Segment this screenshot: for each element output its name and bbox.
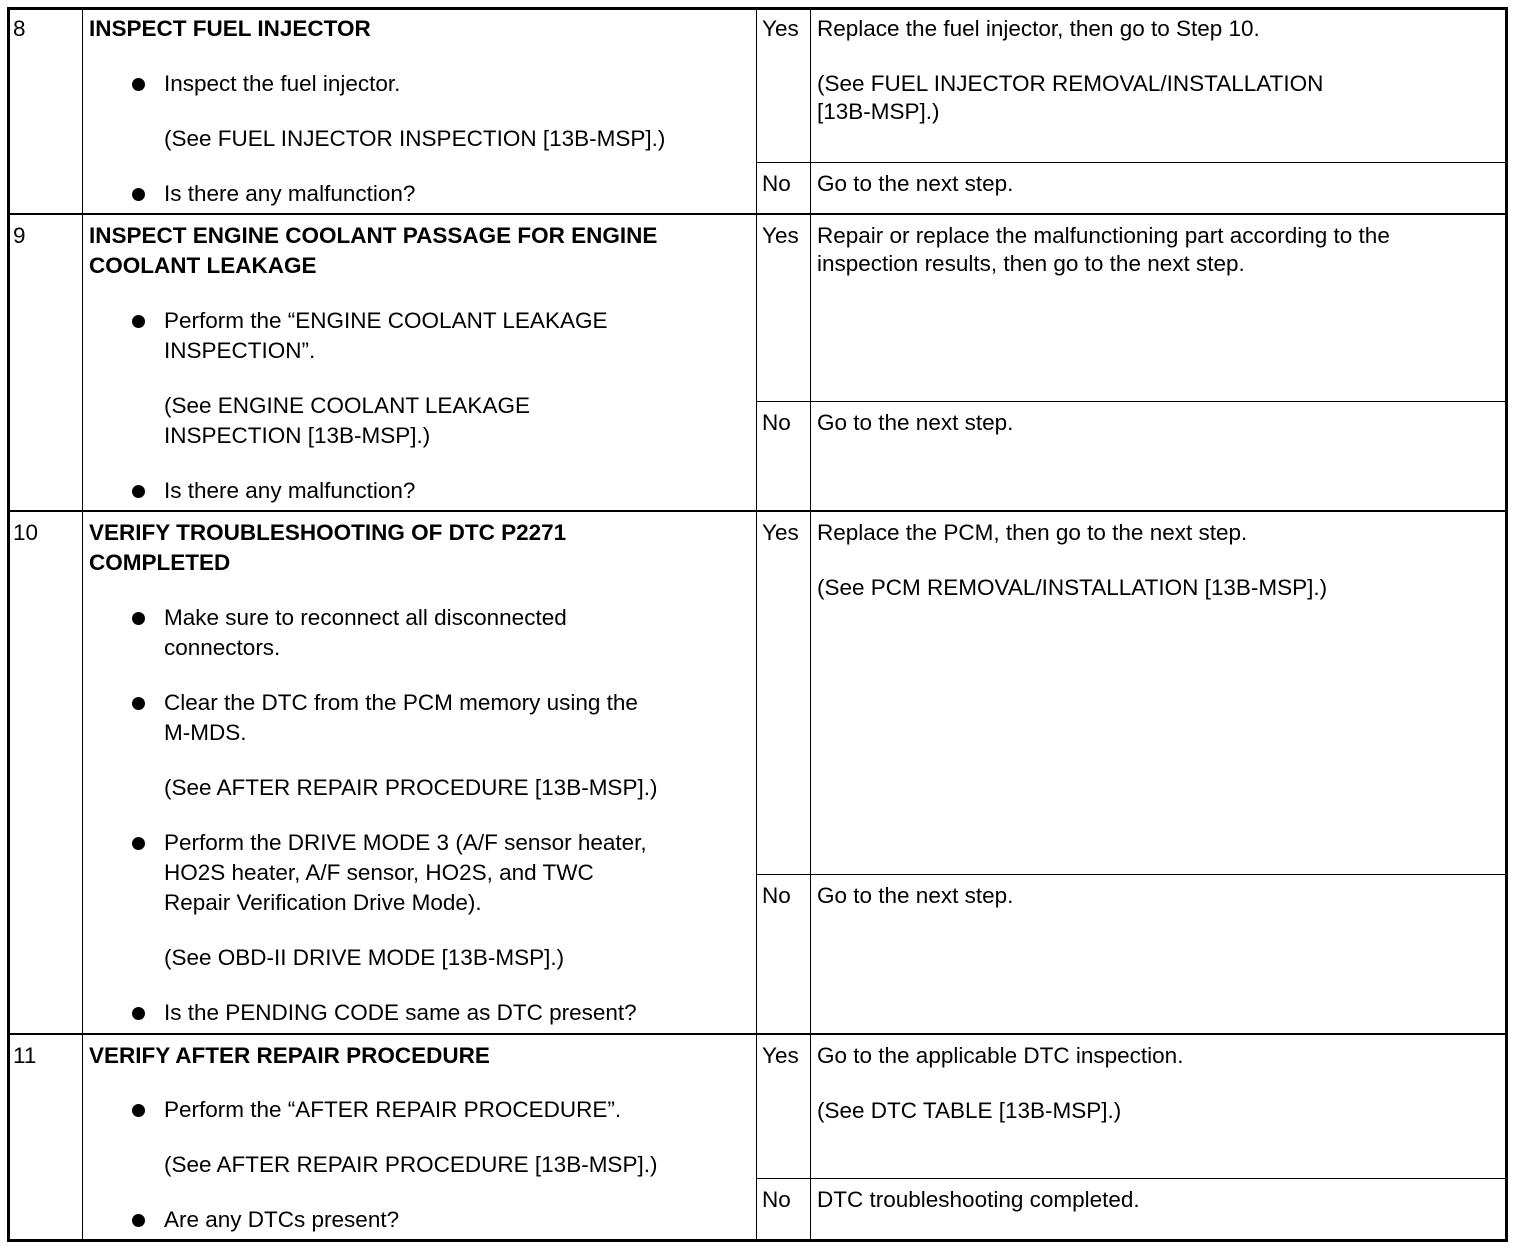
yes-action: Go to the applicable DTC inspection. [817,1043,1184,1068]
step-title: VERIFY AFTER REPAIR PROCEDURE [89,1043,490,1068]
bullet-icon [132,188,145,201]
check-item: Perform the “ENGINE COOLANT LEAKAGE [164,308,608,333]
yes-no-divider [756,162,1507,163]
step-title: INSPECT FUEL INJECTOR [89,16,371,41]
check-item: Is there any malfunction? [164,181,416,206]
bullet-icon [132,1104,145,1117]
yes-action: Replace the PCM, then go to the next step. [817,520,1248,545]
check-item: Inspect the fuel injector. [164,71,401,96]
step-title: INSPECT ENGINE COOLANT PASSAGE FOR ENGINE [89,223,658,248]
check-item: Make sure to reconnect all disconnected [164,605,567,630]
yes-action: (See PCM REMOVAL/INSTALLATION [13B-MSP].) [817,575,1328,600]
check-item: INSPECTION”. [164,338,316,363]
yes-action: Replace the fuel injector, then go to Step 10. [817,16,1260,41]
yes-action: [13B-MSP].) [817,98,940,124]
yes-label: Yes [762,1043,799,1068]
yes-no-divider [756,1178,1507,1179]
step-title: COOLANT LEAKAGE [89,253,317,278]
reference-note: (See AFTER REPAIR PROCEDURE [13B-MSP].) [164,775,658,800]
reference-note: (See FUEL INJECTOR INSPECTION [13B-MSP].) [164,126,666,151]
yes-action: inspection results, then go to the next step. [817,250,1245,276]
no-label: No [762,410,791,435]
check-item: Is there any malfunction? [164,478,416,503]
check-item: Are any DTCs present? [164,1207,400,1232]
step-number: 9 [13,223,26,248]
yes-no-divider [756,401,1507,402]
table-border-left [7,7,10,1242]
table-border-right [1505,7,1508,1242]
no-action: Go to the next step. [817,410,1014,435]
table-border-top [7,7,1508,10]
yes-label: Yes [762,520,799,545]
no-label: No [762,1187,791,1212]
column-divider [756,7,757,1240]
yes-action: (See FUEL INJECTOR REMOVAL/INSTALLATION [817,71,1324,96]
yes-label: Yes [762,16,799,41]
step-title: COMPLETED [89,550,231,575]
column-divider [82,7,83,1240]
row-divider [7,510,1507,512]
check-item: connectors. [164,635,281,660]
bullet-icon [132,1214,145,1227]
reference-note: (See AFTER REPAIR PROCEDURE [13B-MSP].) [164,1152,658,1177]
table-border-bottom [7,1239,1508,1242]
reference-note: INSPECTION [13B-MSP].) [164,423,431,448]
bullet-icon [132,1007,145,1020]
check-item: Perform the “AFTER REPAIR PROCEDURE”. [164,1097,622,1122]
step-number: 8 [13,16,26,41]
no-action: Go to the next step. [817,171,1014,196]
yes-action: (See DTC TABLE [13B-MSP].) [817,1098,1122,1123]
no-label: No [762,171,791,196]
bullet-icon [132,697,145,710]
yes-action: Repair or replace the malfunctioning part according to the [817,223,1390,248]
check-item: M-MDS. [164,720,247,745]
bullet-icon [132,78,145,91]
check-item: Perform the DRIVE MODE 3 (A/F sensor heater, [164,830,647,855]
yes-no-divider [756,874,1507,875]
no-action: Go to the next step. [817,883,1014,908]
step-number: 11 [13,1043,37,1068]
row-divider [7,1033,1507,1035]
column-divider [810,7,811,1240]
check-item: Repair Verification Drive Mode). [164,890,482,915]
yes-label: Yes [762,223,799,248]
bullet-icon [132,612,145,625]
bullet-icon [132,315,145,328]
bullet-icon [132,837,145,850]
no-label: No [762,883,791,908]
reference-note: (See ENGINE COOLANT LEAKAGE [164,393,530,418]
step-title: VERIFY TROUBLESHOOTING OF DTC P2271 [89,520,567,545]
row-divider [7,213,1507,215]
step-number: 10 [13,520,39,545]
reference-note: (See OBD-II DRIVE MODE [13B-MSP].) [164,945,565,970]
check-item: Is the PENDING CODE same as DTC present? [164,1000,637,1025]
no-action: DTC troubleshooting completed. [817,1187,1140,1212]
check-item: Clear the DTC from the PCM memory using the [164,690,638,715]
bullet-icon [132,485,145,498]
check-item: HO2S heater, A/F sensor, HO2S, and TWC [164,860,594,885]
